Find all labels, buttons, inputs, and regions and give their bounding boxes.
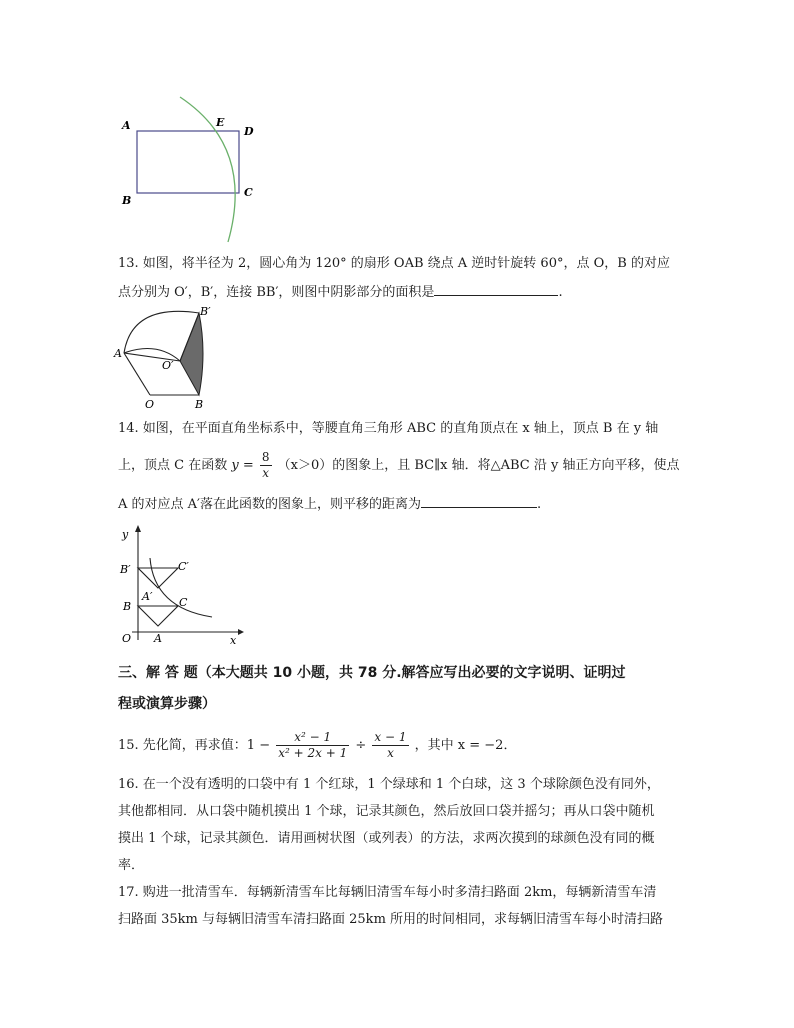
label-B-prime: B′ [120, 563, 131, 576]
q14-func-y: y = [231, 458, 254, 473]
q14-line3-text: A 的对应点 A′落在此函数的图象上，则平移的距离为 [118, 497, 421, 512]
q15-fraction-1 [276, 730, 349, 761]
q16-line2: 其他都相同．从口袋中随机摸出 1 个球，记录其颜色，然后放回口袋并摇匀；再从口袋中随机 [118, 804, 655, 819]
label-O: O [145, 398, 155, 411]
label-y: y [122, 528, 129, 541]
q14-line2-a: 上，顶点 C 在函数 [118, 458, 228, 473]
x-axis-arrow [238, 629, 244, 635]
section-3-heading-line2: 程或演算步骤） [118, 696, 216, 712]
label-A: A [122, 119, 131, 132]
label-C-prime: C′ [178, 560, 189, 573]
triangle-abc [138, 606, 178, 626]
q15-frac1-den: x² + 2x + 1 [278, 746, 348, 760]
label-E: E [216, 116, 225, 129]
q14-line1: 14. 如图，在平面直角坐标系中，等腰直角三角形 ABC 的直角顶点在 x 轴上，顶点 B 在 y 轴 [118, 421, 659, 436]
q17-line1: 17. 购进一批清雪车．每辆新清雪车比每辆旧清雪车每小时多清扫路面 2km，每辆新清雪车清 [118, 885, 657, 900]
figure-rectangle-arc [110, 92, 270, 247]
label-B-prime: B′ [200, 305, 211, 318]
rectangle-abcd [137, 131, 239, 193]
label-O-prime: O′ [162, 359, 174, 372]
label-x: x [230, 634, 237, 646]
section-3-heading-line1: 三、解 答 题（本大题共 10 小题，共 78 分.解答应写出必要的文字说明、证明过 [118, 665, 626, 681]
q15-fraction-2 [372, 730, 408, 761]
q15-line [118, 726, 516, 766]
label-B: B [195, 398, 204, 411]
q14-line2 [118, 446, 679, 486]
q15-frac2-num: x − 1 [374, 730, 407, 744]
q15-frac2-den: x [387, 746, 394, 760]
q14-frac-num: 8 [261, 450, 270, 464]
q16-line4: 率． [118, 858, 145, 873]
label-A: A [114, 347, 122, 360]
q17-line2: 扫路面 35km 与每辆旧清雪车清扫路面 25km 所用的时间相同，求每辆旧清雪车每小时清扫路 [118, 912, 664, 927]
q15-div: ÷ [355, 738, 367, 753]
q13-line1: 13. 如图，将半径为 2，圆心角为 120° 的扇形 OAB 绕点 A 逆时针旋转 60°，点 O，B 的对应 [118, 256, 670, 271]
q14-line2-b: （x＞0）的图象上，且 BC∥x 轴．将△ABC 沿 y 轴正方向平移，使点 [277, 458, 680, 473]
label-A: A [154, 632, 162, 645]
shaded-region [180, 313, 203, 395]
label-C: C [244, 186, 253, 199]
q15-pre: 15. 先化简，再求值：1 − [118, 738, 271, 753]
translation-ab [138, 568, 158, 588]
label-A-prime: A′ [142, 590, 153, 603]
q13-line2 [118, 281, 563, 304]
q14-line3 [118, 493, 541, 516]
q14-line3-end: . [537, 497, 542, 512]
q13-line2-text: 点分别为 O′，B′，连接 BB′，则图中阴影部分的面积是 [118, 285, 435, 300]
q14-frac-den: x [262, 466, 270, 480]
segment-a-o [124, 353, 150, 395]
y-axis-arrow [135, 525, 141, 532]
q16-line1: 16. 在一个没有透明的口袋中有 1 个红球，1 个绿球和 1 个白球，这 3 个球除颜色没有同外， [118, 777, 660, 792]
figure-sector-rotation [112, 303, 222, 413]
label-B: B [122, 194, 132, 207]
q15-post: ，其中 x = −2． [414, 738, 517, 753]
q13-line2-end: . [558, 285, 563, 300]
label-B: B [123, 600, 132, 613]
q14-answer-blank[interactable] [421, 493, 537, 508]
figure-coordinate-plane [112, 520, 247, 646]
arc-curve [180, 97, 235, 242]
q16-line3: 摸出 1 个球，记录其颜色．请用画树状图（或列表）的方法，求两次摸到的球颜色没有同的概 [118, 831, 655, 846]
q13-answer-blank[interactable] [434, 281, 558, 296]
q14-fraction [260, 450, 272, 481]
q15-frac1-num: x² − 1 [276, 730, 349, 746]
label-C: C [179, 596, 188, 609]
label-O: O [122, 632, 132, 645]
label-D: D [244, 125, 254, 138]
